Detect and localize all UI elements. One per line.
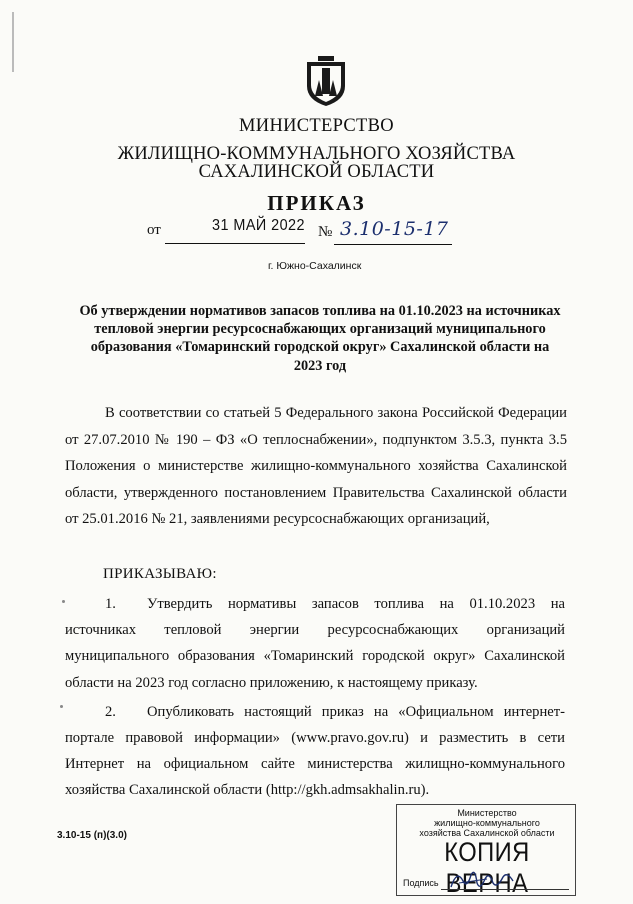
ministry-line-1: МИНИСТЕРСТВО xyxy=(239,116,394,136)
order-title: Об утверждении нормативов запасов топлива на 01.10.2023 на источниках тепловой энергии ресурсоснабжающих организаций муниципального образования «Томаринский городской округ» Сахалинской области на 2023 год xyxy=(79,303,561,374)
order-item xyxy=(65,699,565,804)
item-number: 1. xyxy=(105,596,116,612)
item-text: Опубликовать настоящий приказ на «Официальном интернет-портале правовой информации» (www.pravo.gov.ru) и разместить в сети Интернет на официальном сайте министерства жилищно-коммунального хозяйства Сахалинской области (http://gkh.admsakhalin.ru). xyxy=(65,703,565,799)
date-underline xyxy=(165,243,305,244)
preamble-text: В соответствии со статьей 5 Федерального закона Российской Федерации от 27.07.2010 № 190 – ФЗ «О теплоснабжении», подпунктом 3.5.3, пункта 3.5 Положения о министерстве жилищно-коммунального хозяйства Сахалинской области, утвержденного постановлением Правительства Сахалинской области от 25.01.2016 № 21, заявлениями ресурсоснабжающих организаций, xyxy=(65,405,567,528)
order-number-handwritten: 3.10-15-17 xyxy=(340,218,449,240)
ministry-line-2: ЖИЛИЩНО-КОММУНАЛЬНОГО ХОЗЯЙСТВА xyxy=(117,144,516,164)
stamp-line-2: жилищно-коммунального xyxy=(434,818,540,828)
document-type-title: ПРИКАЗ xyxy=(267,191,366,215)
city: г. Южно-Сахалинск xyxy=(268,260,362,272)
number-label: № xyxy=(318,224,333,240)
stamp-line-3: хозяйства Сахалинской области xyxy=(419,828,555,838)
document-code: 3.10-15 (п)(3.0) xyxy=(57,830,127,841)
preamble xyxy=(65,400,567,533)
number-underline xyxy=(334,244,452,245)
order-date: 31 МАЙ 2022 xyxy=(212,217,305,234)
order-word: ПРИКАЗЫВАЮ: xyxy=(103,566,217,582)
stamp-copy-text: КОПИЯ ВЕРНА xyxy=(444,837,530,898)
order-item xyxy=(65,591,565,696)
stamp-sign-label: Подпись xyxy=(403,878,439,888)
scan-edge-mark xyxy=(12,12,14,72)
handwritten-signature xyxy=(447,863,517,893)
ministry-line-3: САХАЛИНСКОЙ ОБЛАСТИ xyxy=(198,162,435,182)
order-items xyxy=(65,591,565,807)
item-text: Утвердить нормативы запасов топлива на 01.10.2023 на источниках тепловой энергии ресурсоснабжающих организаций муниципального образования «Томаринский городской округ» Сахалинской области на 2023 год согласно приложению, к настоящему приказу. xyxy=(65,596,565,691)
stamp-line-1: Министерство xyxy=(457,808,517,818)
date-label: от xyxy=(147,222,161,238)
item-number: 2. xyxy=(105,703,116,720)
certified-copy-stamp xyxy=(396,804,576,896)
scan-dot xyxy=(62,600,65,603)
scan-dot xyxy=(60,705,63,708)
coat-of-arms-emblem xyxy=(301,56,351,108)
